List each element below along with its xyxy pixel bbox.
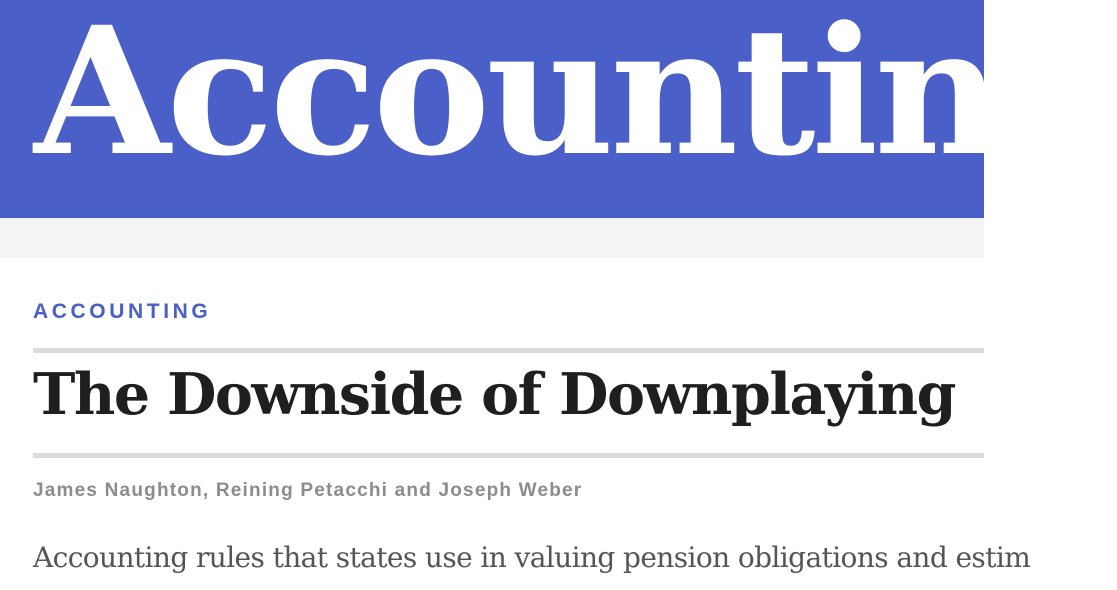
category-link[interactable]: ACCOUNTING [33, 300, 212, 323]
headline-divider-bottom [33, 453, 984, 458]
headline-divider-top [33, 348, 984, 353]
section-banner [0, 0, 1117, 218]
article-summary: Accounting rules that states use in valuing pension obligations and estim [33, 541, 1031, 574]
article-authors: James Naughton, Reining Petacchi and Joseph Weber [33, 480, 583, 501]
article-card [0, 258, 1031, 590]
section-title: Accounting [34, 0, 1117, 195]
article-headline[interactable]: The Downside of Downplaying [33, 361, 955, 428]
banner-spacer [0, 218, 984, 258]
